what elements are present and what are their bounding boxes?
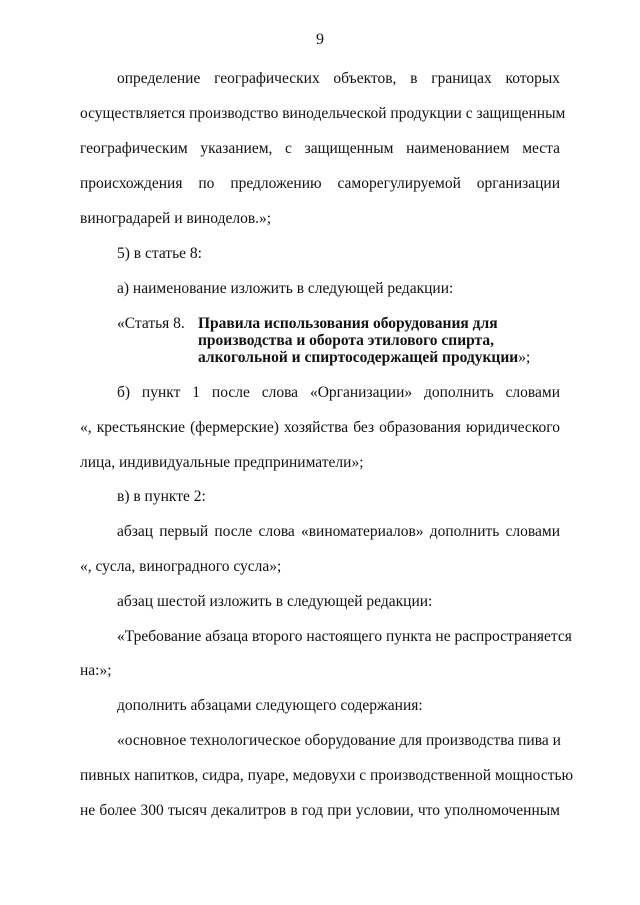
paragraph-line: абзац шестой изложить в следующей редакции:	[117, 593, 433, 610]
article-title-line	[198, 348, 530, 368]
page-number: 9	[316, 31, 324, 48]
paragraph-line: «, сусла, виноградного сусла»;	[80, 558, 282, 575]
article-title-tail: »;	[518, 349, 531, 366]
paragraph-line: «, крестьянские (фермерские) хозяйства без образования юридического	[80, 419, 560, 436]
list-item-5: 5) в статье 8:	[117, 245, 202, 262]
paragraph-line: абзац первый после слова «виноматериалов» дополнить словами	[117, 523, 560, 540]
paragraph-line: лица, индивидуальные предприниматели»;	[80, 454, 364, 471]
paragraph-line: виноградарей и виноделов.»;	[80, 210, 272, 227]
paragraph-line: не более 300 тысяч декалитров в год при условии, что уполномоченным	[80, 802, 560, 819]
article-title-line: производства и оборота этилового спирта,	[198, 332, 494, 349]
paragraph-line: «Требование абзаца второго настоящего пункта не распространяется	[117, 628, 572, 645]
article-label: «Статья 8.	[117, 315, 185, 332]
paragraph-line: на:»;	[80, 662, 112, 679]
paragraph-line: происхождения по предложению саморегулируемой организации	[80, 175, 560, 192]
paragraph-line: определение географических объектов, в границах которых	[117, 70, 560, 87]
paragraph-line: б) пункт 1 после слова «Организации» дополнить словами	[117, 384, 560, 401]
article-title-text: алкогольной и спиртосодержащей продукции	[198, 349, 519, 366]
paragraph-line: пивных напитков, сидра, пуаре, медовухи с производственной мощностью	[80, 767, 574, 784]
list-item-v: в) в пункте 2:	[117, 488, 206, 505]
paragraph-line: географическим указанием, с защищенным наименованием места	[80, 140, 560, 157]
paragraph-line: «основное технологическое оборудование для производства пива и	[117, 732, 561, 749]
article-title-line: Правила использования оборудования для	[198, 315, 498, 332]
paragraph-line: осуществляется производство винодельческой продукции с защищенным	[80, 105, 566, 122]
paragraph-line: дополнить абзацами следующего содержания:	[117, 697, 423, 714]
list-item-5a: а) наименование изложить в следующей редакции:	[117, 280, 454, 297]
